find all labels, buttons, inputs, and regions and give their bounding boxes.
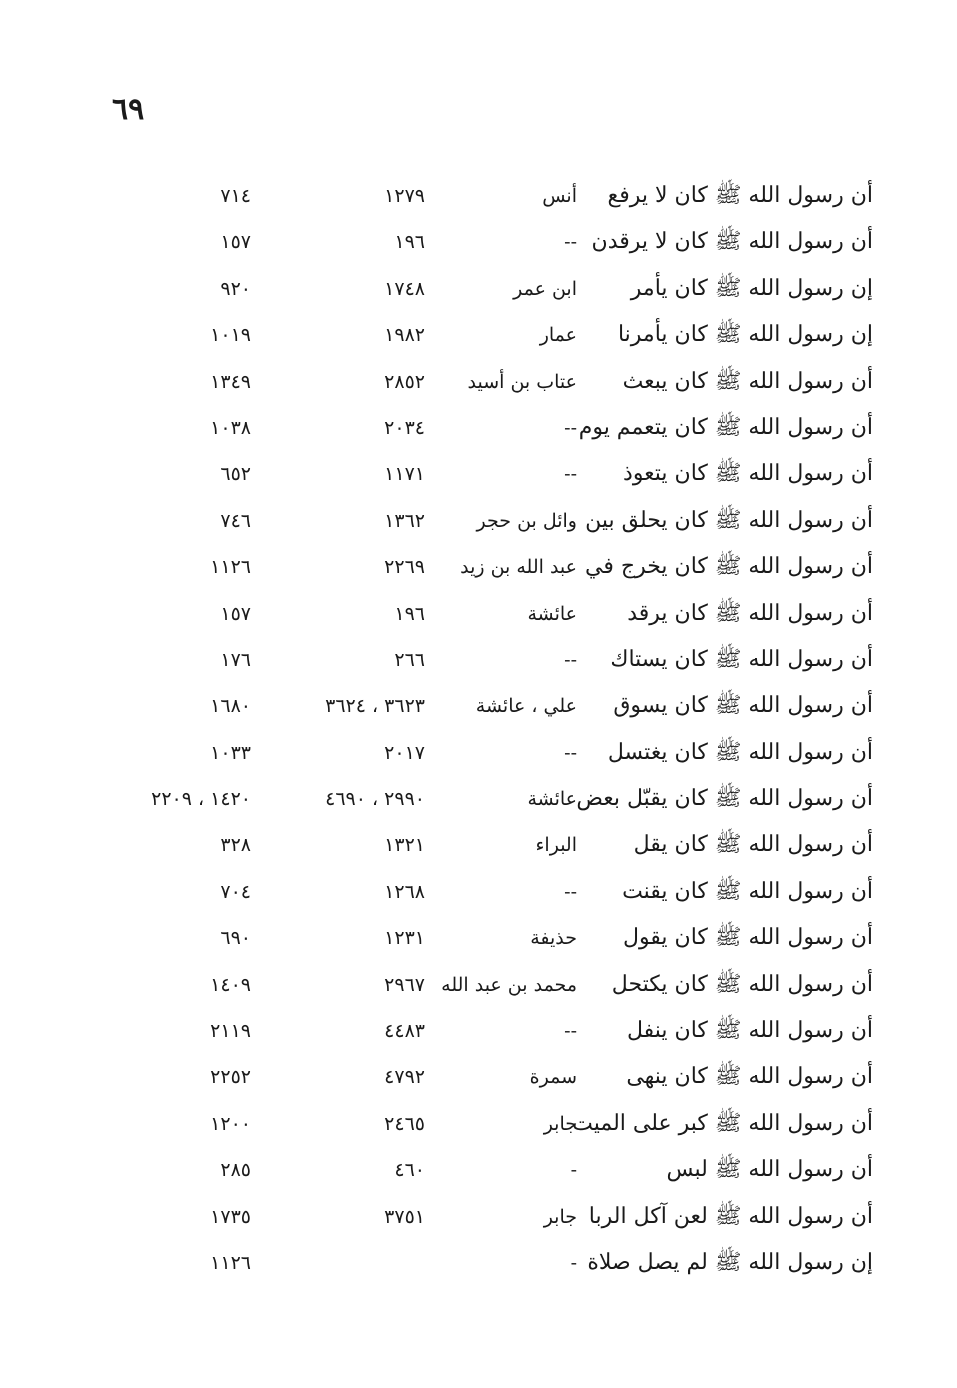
table-row: [0, 1011, 957, 1057]
hadith-text: أن رسول الله ﷺ لبس: [666, 1157, 873, 1183]
page-reference: ١٥٧: [220, 231, 251, 254]
narrator-name: --: [564, 231, 577, 254]
hadith-text: أن رسول الله ﷺ كان ينهى: [626, 1064, 873, 1090]
table-row: [0, 454, 957, 500]
hadith-text: أن رسول الله ﷺ لعن آكل الربا: [588, 1203, 873, 1229]
reference-number: ٤٤٨٣: [384, 1020, 425, 1043]
narrator-name: علي ، عائشة: [475, 695, 577, 718]
reference-number: ١١٧١: [384, 463, 425, 486]
page-reference: ١٢٠٠: [210, 1112, 251, 1135]
table-row: [0, 1150, 957, 1196]
narrator-name: ابن عمر: [513, 277, 577, 300]
narrator-name: أنس: [542, 185, 577, 207]
hadith-text: أن رسول الله ﷺ كان يرقد: [627, 600, 873, 626]
table-row: [0, 222, 957, 268]
narrator-name: -: [570, 1251, 577, 1274]
narrator-name: عائشة: [527, 602, 577, 625]
narrator-name: --: [564, 1020, 577, 1043]
page-reference: ٦٩٠: [220, 927, 251, 950]
page-reference: ٦٥٢: [220, 463, 251, 486]
reference-number: ١٢٣١: [384, 927, 425, 950]
narrator-name: --: [564, 880, 577, 903]
page-reference: ٧٤٦: [220, 509, 251, 532]
narrator-name: --: [564, 463, 577, 486]
reference-number: ٢٨٥٢: [384, 370, 425, 393]
table-row: [0, 1104, 957, 1150]
page-reference: ١٤٠٩: [210, 973, 251, 996]
table-row: [0, 1057, 957, 1103]
hadith-text: أن رسول الله ﷺ كان لا يرقدن: [591, 229, 873, 255]
table-row: [0, 1197, 957, 1243]
page-reference: ١١٢٦: [210, 556, 251, 579]
narrator-name: جابر: [543, 1112, 577, 1135]
page-reference: ١٧٣٥: [210, 1205, 251, 1228]
hadith-text: أن رسول الله ﷺ كان يغتسل: [607, 739, 873, 765]
table-row: [0, 918, 957, 964]
table-row: [0, 362, 957, 408]
narrator-name: محمد بن عبد الله: [441, 973, 577, 996]
narrator-name: حذيفة: [530, 927, 577, 950]
narrator-name: -: [570, 1159, 577, 1182]
reference-number: ١٣٦٢: [384, 509, 425, 532]
table-row: [0, 965, 957, 1011]
reference-number: ٣٦٢٣ ، ٣٦٢٤: [325, 695, 425, 718]
reference-number: ١٢٦٨: [384, 880, 425, 903]
hadith-text: إن رسول الله ﷺ لم يصل صلاة: [587, 1249, 873, 1275]
narrator-name: سمرة: [529, 1066, 577, 1089]
narrator-name: --: [564, 741, 577, 764]
narrator-name: عمار: [539, 324, 577, 347]
hadith-text: إن رسول الله ﷺ كان يأمرنا: [617, 322, 873, 348]
page-reference: ١٤٢٠ ، ٢٢٠٩: [151, 788, 251, 811]
hadith-text: أن رسول الله ﷺ كان يقل: [633, 832, 873, 858]
reference-number: ٤٦٠: [394, 1159, 425, 1182]
page-reference: ١٥٧: [220, 602, 251, 625]
narrator-name: --: [564, 648, 577, 671]
page-reference: ٩٢٠: [220, 277, 251, 300]
hadith-text: أن رسول الله ﷺ كان لا يرفع: [607, 183, 873, 208]
reference-number: ٢٠١٧: [384, 741, 425, 764]
reference-number: ١٩٦: [394, 231, 425, 254]
page-reference: ١٣٤٩: [210, 370, 251, 393]
narrator-name: البراء: [535, 834, 577, 857]
reference-number: ١٧٤٨: [384, 277, 425, 300]
reference-number: ١٢٧٩: [384, 185, 425, 207]
hadith-text: أن رسول الله ﷺ كان يحلق بين: [585, 507, 873, 533]
hadith-text: أن رسول الله ﷺ كان يقول: [622, 925, 873, 951]
hadith-text: أن رسول الله ﷺ كان يتعمم يوم: [578, 414, 873, 440]
hadith-text: إن رسول الله ﷺ كان يأمر: [630, 275, 873, 301]
table-row: [0, 501, 957, 547]
table-row: [0, 686, 957, 732]
table-row: [0, 872, 957, 918]
page-reference: ١١٢٦: [210, 1251, 251, 1274]
table-row: [0, 733, 957, 779]
reference-number: ٢٩٦٧: [384, 973, 425, 996]
hadith-index-table: [0, 176, 957, 1289]
reference-number: ١٩٦: [394, 602, 425, 625]
table-row: [0, 547, 957, 593]
page-reference: ١٠٣٣: [210, 741, 251, 764]
hadith-text: أن رسول الله ﷺ كان يقبّل بعض: [576, 786, 873, 812]
reference-number: ٢٩٩٠ ، ٤٦٩٠: [325, 788, 425, 811]
hadith-text: أن رسول الله ﷺ كان يخرج في: [585, 554, 873, 580]
hadith-text: أن رسول الله ﷺ كان يتعوذ: [623, 461, 873, 487]
page-reference: ٢٢٥٢: [210, 1066, 251, 1089]
hadith-text: أن رسول الله ﷺ كان يستاك: [610, 646, 873, 672]
narrator-name: عتاب بن أسيد: [467, 370, 577, 393]
reference-number: ٢٢٦٩: [384, 556, 425, 579]
page-reference: ١٧٦: [220, 648, 251, 671]
hadith-text: أن رسول الله ﷺ كبر على الميت: [572, 1110, 873, 1136]
table-row: [0, 408, 957, 454]
table-row: [0, 1243, 957, 1289]
hadith-text: أن رسول الله ﷺ كان يكتحل: [611, 971, 873, 997]
page-reference: ٢٨٥: [220, 1159, 251, 1182]
reference-number: ٢٦٦: [394, 648, 425, 671]
table-row: [0, 825, 957, 871]
reference-number: ٢٠٣٤: [384, 416, 425, 439]
page-reference: ٢١١٩: [210, 1020, 251, 1043]
hadith-text: أن رسول الله ﷺ كان ينفل: [627, 1018, 873, 1044]
narrator-name: عائشة: [527, 788, 577, 811]
hadith-text: أن رسول الله ﷺ كان يقنت: [622, 878, 873, 904]
narrator-name: وائل بن حجر: [476, 509, 577, 532]
table-row: [0, 594, 957, 640]
reference-number: ٣٧٥١: [384, 1205, 425, 1228]
table-row: [0, 640, 957, 686]
page-number: ٦٩: [112, 92, 145, 127]
hadith-text: أن رسول الله ﷺ كان يبعث: [622, 368, 873, 394]
narrator-name: عبد الله بن زيد: [460, 556, 577, 579]
hadith-text: أن رسول الله ﷺ كان يسوق: [613, 693, 873, 719]
narrator-name: جابر: [543, 1205, 577, 1228]
table-row: [0, 315, 957, 361]
reference-number: ١٩٨٢: [384, 324, 425, 347]
page-reference: ١٠١٩: [210, 324, 251, 347]
page-reference: ٧٠٤: [220, 880, 251, 903]
reference-number: ١٣٢١: [384, 834, 425, 857]
page-reference: ٧١٤: [220, 185, 251, 207]
page-reference: ١٦٨٠: [210, 695, 251, 718]
reference-number: ٤٧٩٢: [384, 1066, 425, 1089]
table-row: [0, 176, 957, 222]
reference-number: ٢٤٦٥: [384, 1112, 425, 1135]
table-row: [0, 269, 957, 315]
page-reference: ٣٢٨: [220, 834, 251, 857]
table-row: [0, 779, 957, 825]
page-reference: ١٠٣٨: [210, 416, 251, 439]
narrator-name: --: [564, 416, 577, 439]
